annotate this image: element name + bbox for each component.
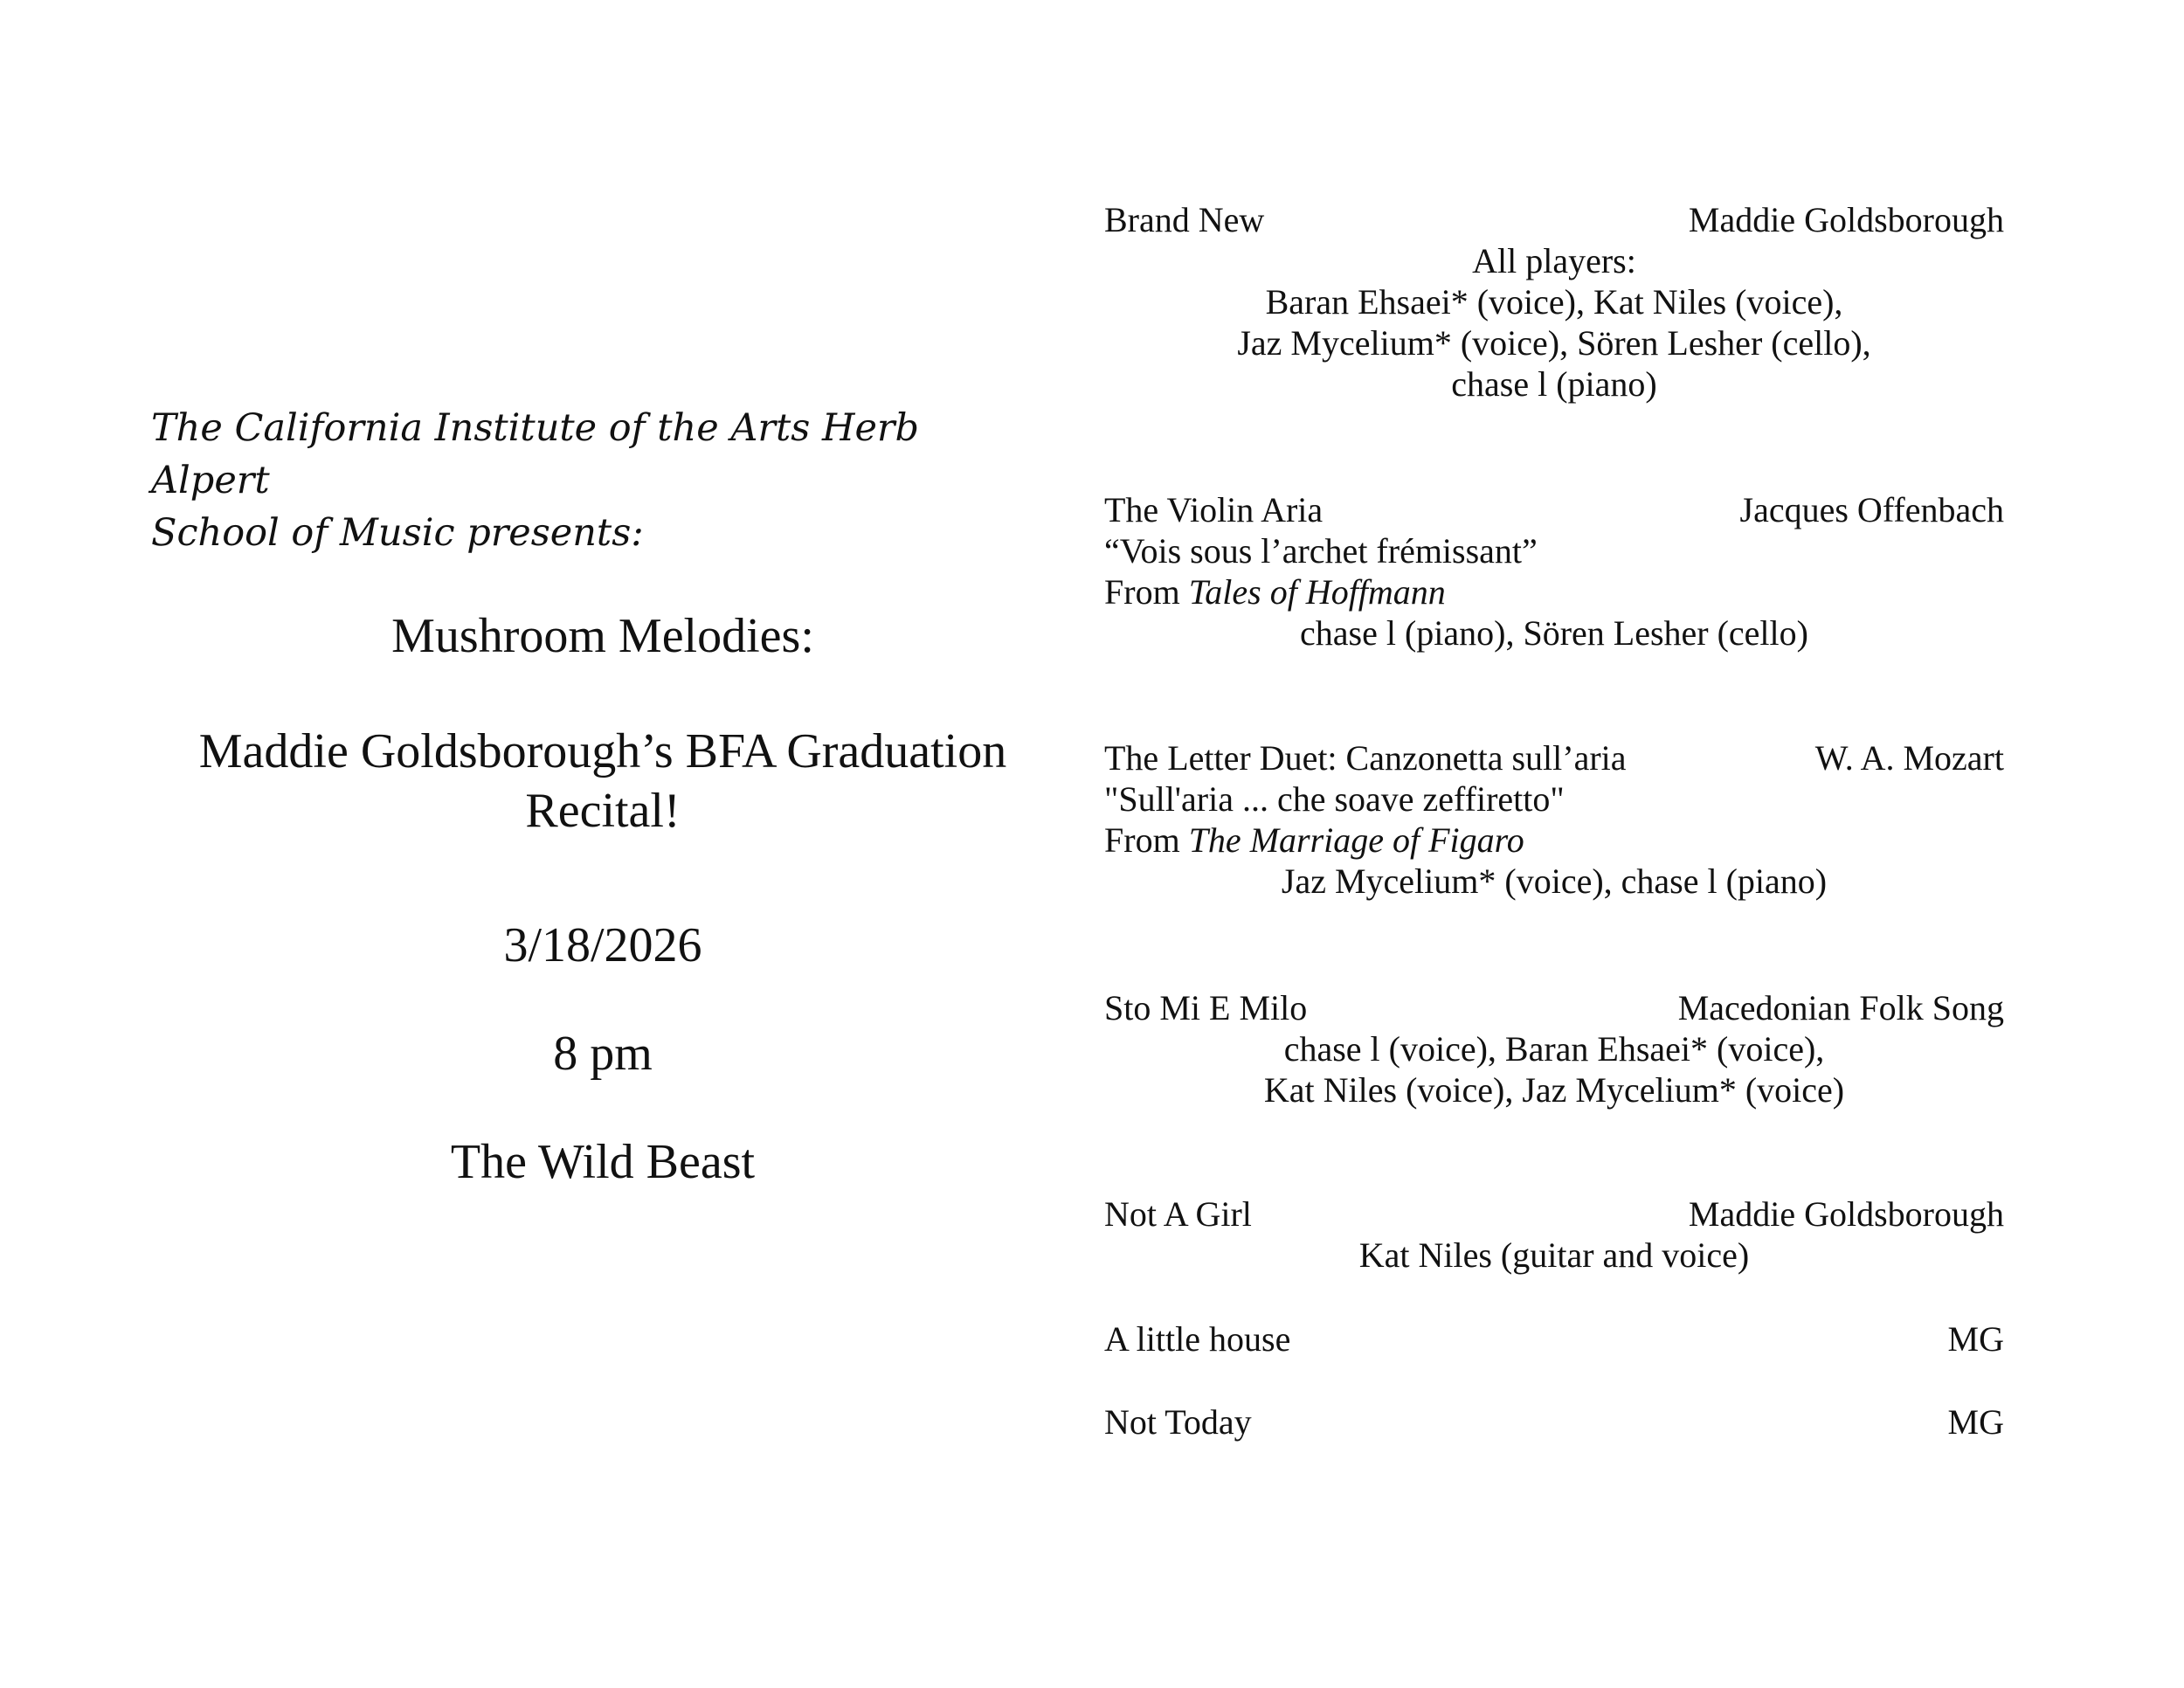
presenter-line: The California Institute of the Arts Herb Alpert	[151, 406, 920, 502]
piece-title: A little house	[1104, 1319, 1291, 1359]
recital-title: Mushroom Melodies:	[391, 609, 814, 663]
source-work: Tales of Hoffmann	[1188, 572, 1446, 612]
program-piece	[1104, 1318, 2004, 1359]
piece-composer: W. A. Mozart	[1814, 738, 2004, 778]
piece-subtitle: "Sull'aria ... che soave zeffiretto"	[1104, 779, 1565, 819]
performer-line: Jaz Mycelium* (voice), Sören Lesher (cello),	[1237, 323, 1871, 363]
program-piece	[1104, 987, 2004, 1110]
piece-composer: Maddie Goldsborough	[1688, 1194, 2004, 1234]
piece-composer: Maddie Goldsborough	[1688, 200, 2004, 239]
presenter-line: School of Music presents:	[151, 511, 644, 555]
program-piece	[1104, 737, 2004, 902]
program-page	[1104, 0, 2004, 1688]
piece-title: Brand New	[1104, 200, 1265, 239]
program-piece	[1104, 199, 2004, 405]
piece-composer: Macedonian Folk Song	[1677, 988, 2004, 1027]
program-piece	[1104, 1401, 2004, 1442]
piece-subtitle: “Vois sous l’archet frémissant”	[1104, 531, 1538, 571]
piece-composer: MG	[1947, 1402, 2004, 1442]
recital-time: 8 pm	[553, 1027, 653, 1081]
performer-line: Baran Ehsaei* (voice), Kat Niles (voice),	[1265, 282, 1843, 322]
piece-title: The Violin Aria	[1104, 490, 1324, 529]
performer-line: Jaz Mycelium* (voice), chase l (piano)	[1281, 861, 1828, 901]
piece-title: The Letter Duet: Canzonetta sull’aria	[1104, 738, 1627, 778]
piece-title: Not A Girl	[1104, 1194, 1252, 1234]
cover-page	[0, 0, 1075, 1688]
performer-line: chase l (voice), Baran Ehsaei* (voice),	[1283, 1029, 1825, 1069]
piece-composer: Jacques Offenbach	[1739, 490, 2004, 529]
performer-line: Kat Niles (voice), Jaz Mycelium* (voice)	[1263, 1070, 1845, 1110]
recital-date: 3/18/2026	[503, 918, 702, 972]
piece-source	[1104, 571, 2004, 612]
recital-subtitle-line-2: Recital!	[525, 784, 681, 838]
piece-title: Not Today	[1104, 1402, 1252, 1442]
recital-venue: The Wild Beast	[450, 1135, 756, 1189]
performer-line: chase l (piano), Sören Lesher (cello)	[1300, 613, 1808, 653]
source-work: The Marriage of Figaro	[1188, 820, 1524, 860]
piece-title: Sto Mi E Milo	[1104, 988, 1308, 1027]
performer-line: All players:	[1472, 241, 1636, 280]
piece-source	[1104, 820, 2004, 861]
piece-composer: MG	[1947, 1319, 2004, 1359]
program-piece	[1104, 489, 2004, 654]
performer-line: Kat Niles (guitar and voice)	[1358, 1235, 1750, 1275]
performer-line: chase l (piano)	[1451, 364, 1657, 404]
recital-subtitle-line-1: Maddie Goldsborough’s BFA Graduation	[198, 724, 1007, 778]
program-piece	[1104, 1193, 2004, 1276]
presenter-credit	[151, 402, 1025, 559]
source-prefix: From	[1104, 572, 1189, 612]
source-prefix: From	[1104, 820, 1189, 860]
